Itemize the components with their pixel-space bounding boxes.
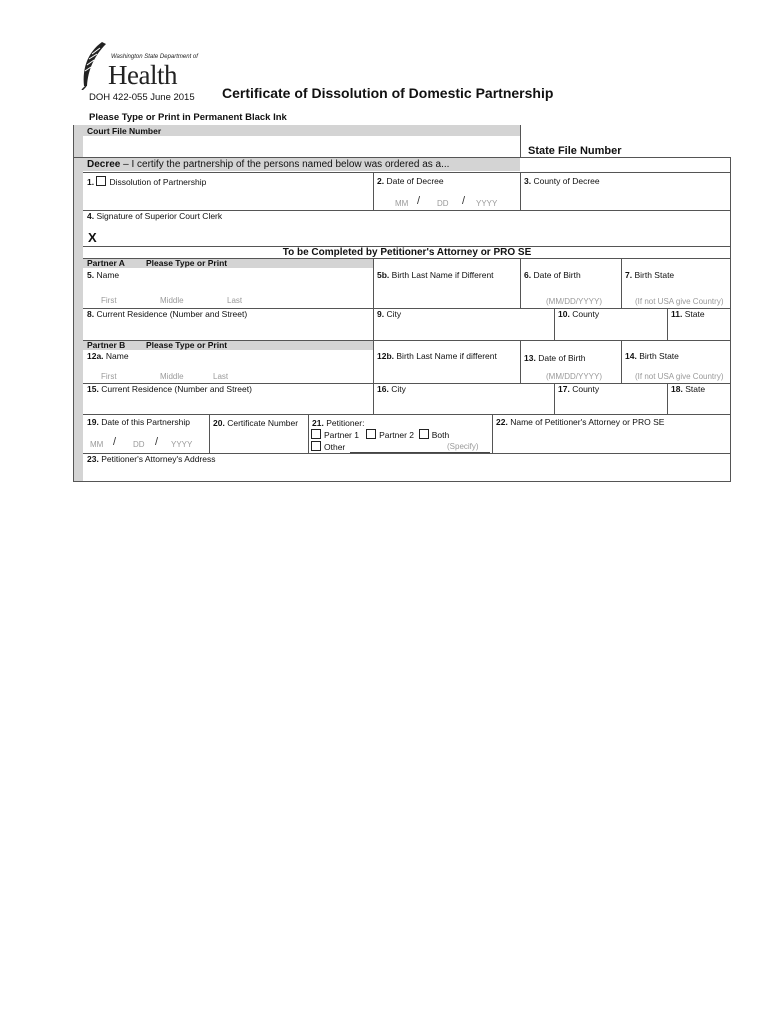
field-12b-label: 12b. Birth Last Name if different xyxy=(377,351,497,361)
state-file-input[interactable] xyxy=(626,140,730,157)
partnership-date-input[interactable]: MM / DD / YYYY xyxy=(90,436,193,449)
partner-a-residence-input[interactable] xyxy=(85,321,372,339)
agency-logo xyxy=(78,40,198,90)
partner-a-birth-state-input[interactable]: (If not USA give Country) xyxy=(635,297,724,306)
certificate-number-input[interactable] xyxy=(211,431,307,452)
field-5b-label: 5b. Birth Last Name if Different xyxy=(377,270,494,280)
field-4-label: 4. Signature of Superior Court Clerk xyxy=(87,211,223,221)
court-file-label: Court File Number xyxy=(87,126,162,136)
partner-b-dob-input[interactable]: (MM/DD/YYYY) xyxy=(546,372,602,381)
decree-bold: Decree xyxy=(87,159,121,170)
partner-2-checkbox[interactable] xyxy=(366,429,376,439)
field-7-label: 7. Birth State xyxy=(625,270,675,280)
feather-icon xyxy=(78,40,110,90)
partner-b-birth-last-name-input[interactable] xyxy=(375,362,519,382)
field-3-label: 3. County of Decree xyxy=(524,176,600,186)
logo-name: Health xyxy=(108,60,177,90)
both-checkbox[interactable] xyxy=(419,429,429,439)
form-id: DOH 422-055 June 2015 xyxy=(89,92,195,103)
partner-b-name-input[interactable]: First Middle Last xyxy=(101,372,229,381)
court-file-input[interactable] xyxy=(84,137,520,157)
field-23-label: 23. Petitioner's Attorney's Address xyxy=(87,454,216,464)
field-12a-label: 12a. Name xyxy=(87,351,129,361)
clerk-signature-mark: X xyxy=(88,230,97,245)
field-14-label: 14. Birth State xyxy=(625,351,679,361)
partner-a-title: Partner A xyxy=(87,258,125,268)
dissolution-checkbox[interactable] xyxy=(96,176,106,186)
partner-b-city-input[interactable] xyxy=(375,396,553,413)
state-file-label: State File Number xyxy=(528,145,622,157)
partner-a-print: Please Type or Print xyxy=(146,258,228,268)
field-13-label: 13. Date of Birth xyxy=(524,353,586,363)
field-9-label: 9. City xyxy=(377,309,402,319)
field-20-label: 20. Certificate Number xyxy=(213,418,299,428)
partner-a-state-input[interactable] xyxy=(669,321,729,339)
form-left-margin xyxy=(73,125,83,482)
attorney-address-input[interactable] xyxy=(85,465,729,480)
partner-a-birth-last-name-input[interactable] xyxy=(375,283,519,307)
partner-b-state-input[interactable] xyxy=(669,396,729,413)
attorney-name-input[interactable] xyxy=(494,429,729,452)
petitioner-other: Other xyxy=(311,441,345,452)
decree-text: – I certify the partnership of the persons named below was ordered as a... xyxy=(120,159,450,170)
partner-b-print: Please Type or Print xyxy=(146,340,228,350)
partner-b-title: Partner B xyxy=(87,340,126,350)
field-10-label: 10. County xyxy=(558,309,600,319)
field-6-label: 6. Date of Birth xyxy=(524,270,581,280)
field-5-label: 5. Name xyxy=(87,270,120,280)
field-19-label: 19. Date of this Partnership xyxy=(87,417,191,427)
field-16-label: 16. City xyxy=(377,384,406,394)
partner-b-header xyxy=(83,341,373,350)
page-title: Certificate of Dissolution of Domestic Partnership xyxy=(222,85,554,101)
partner-a-county-input[interactable] xyxy=(556,321,666,339)
field-18-label: 18. State xyxy=(671,384,706,394)
attorney-banner: To be Completed by Petitioner's Attorney or PRO SE xyxy=(282,247,532,258)
field-21-label: 21. Petitioner: xyxy=(312,418,365,428)
partner-b-residence-input[interactable] xyxy=(85,396,372,413)
logo-dept: Washington State Department of xyxy=(111,54,198,60)
partner-a-city-input[interactable] xyxy=(375,321,553,339)
print-instruction: Please Type or Print in Permanent Black Ink xyxy=(89,112,287,123)
partner-a-dob-input[interactable]: (MM/DD/YYYY) xyxy=(546,297,602,306)
field-17-label: 17. County xyxy=(558,384,600,394)
field-2-label: 2. Date of Decree xyxy=(377,176,444,186)
field-15-label: 15. Current Residence (Number and Street) xyxy=(87,384,252,394)
field-22-label: 22. Name of Petitioner's Attorney or PRO SE xyxy=(496,417,665,427)
field-8-label: 8. Current Residence (Number and Street) xyxy=(87,309,248,319)
partner-a-name-input[interactable]: First Middle Last xyxy=(101,296,243,305)
other-checkbox[interactable] xyxy=(311,441,321,451)
field-11-label: 11. State xyxy=(671,309,705,319)
field-1: 1. Dissolution of Partnership xyxy=(87,177,207,187)
other-specify-input[interactable]: (Specify) xyxy=(350,441,490,453)
decree-date-input[interactable]: MM / DD / YYYY xyxy=(395,195,498,208)
partner-b-birth-state-input[interactable]: (If not USA give Country) xyxy=(635,372,724,381)
petitioner-options: Partner 1 Partner 2 Both xyxy=(311,429,449,440)
partner-b-county-input[interactable] xyxy=(556,396,666,413)
county-of-decree-input[interactable] xyxy=(522,188,729,209)
decree-statement xyxy=(87,159,449,170)
partner-1-checkbox[interactable] xyxy=(311,429,321,439)
clerk-signature-input[interactable] xyxy=(100,224,728,244)
partner-a-header xyxy=(83,259,373,268)
